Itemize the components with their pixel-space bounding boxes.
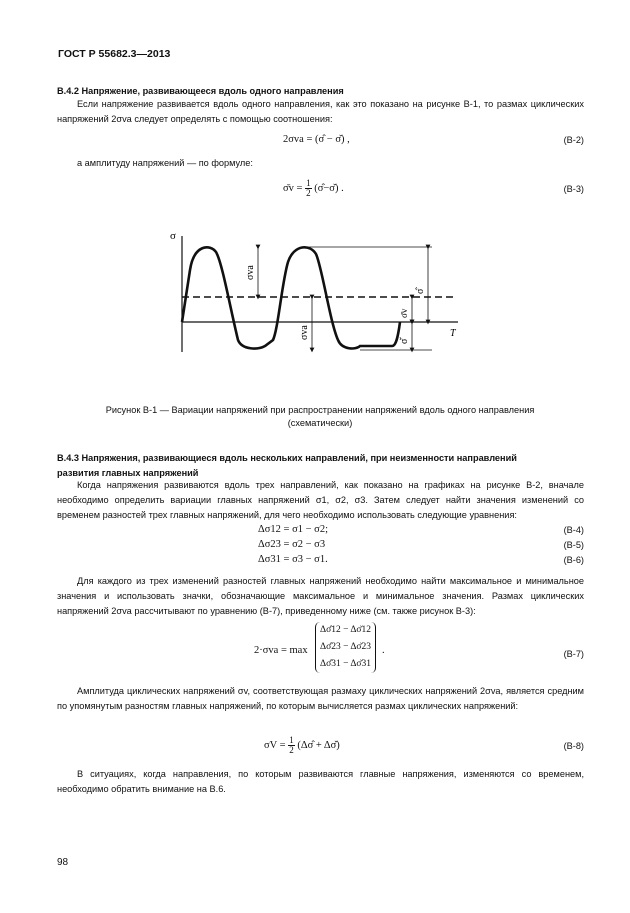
figure-caption (60, 404, 580, 430)
sigma-va-lower-label: σva (299, 325, 310, 340)
equation-b7-row-1: Δσ̂12 − Δσ̆12 (320, 625, 372, 635)
sigma-min-label: σ̆ (399, 338, 410, 344)
section-b42-paragraph-1: Если напряжение развивается вдоль одного направления, как это показано на рисунке В-1, то размах циклических напряжений 2σva следует определять с помощью соотношения: (57, 99, 584, 124)
stress-curve (182, 247, 400, 348)
section-b43-title (57, 451, 584, 481)
equation-b7-row-2: Δσ̂23 − Δσ̆23 (320, 642, 372, 652)
section-b43-paragraph-2: Для каждого из трех изменений разностей главных напряжений необходимо найти максимальное и минимальное значения и использовать значки, обозначающие максимальное и минимальное значения. Размах циклических напряжений 2σva рассчитывают по уравнению (В-7), приведенному ниже (см. также рисунок В-3): (57, 576, 584, 616)
equation-b6: Δσ31 = σ3 − σ1. (258, 554, 328, 565)
section-b43-title-line-2: развития главных напряжений (57, 468, 199, 478)
section-b43-paragraph-3: Амплитуда циклических напряжений σv, соответствующая размаху циклических напряжений 2σva, является средним по упомянутым разностям главных напряжений, по которым вычисляется размах циклических напряжений: (57, 686, 584, 711)
equation-b8 (264, 736, 340, 755)
equation-b5: Δσ23 = σ2 − σ3 (258, 539, 326, 550)
sigma-max-label: σ̂ (415, 288, 426, 294)
section-b43-paragraph-4: В ситуациях, когда направления, по которым развиваются главные напряжения, изменяются со временем, необходимо обратить внимание на В.6. (57, 769, 584, 794)
equation-b8-left: σV = (264, 739, 286, 751)
equation-b3 (283, 179, 344, 198)
equation-b5-number: (В-5) (563, 540, 584, 550)
equation-b8-number: (В-8) (563, 741, 584, 751)
fraction-one-half: $\frac{1}{2}$ (306, 178, 311, 198)
sigma-va-upper-label: σva (245, 265, 256, 280)
equation-b4: Δσ12 = σ1 − σ2; (258, 524, 328, 535)
equation-b3-left: σ̄v = (283, 182, 303, 194)
equation-b7-row-3: Δσ̂31 − Δσ̆31 (320, 659, 372, 669)
equation-b7-left: 2·σva = max (254, 645, 308, 656)
equation-b8-right: (Δσ̂ + Δσ̆) (297, 739, 340, 751)
section-b43-paragraph-1: Когда напряжения развиваются вдоль трех направлений, как показано на графиках на рисунке В-2, вначале необходимо определить вариации главных напряжений σ1, σ2, σ3. Затем следует найти значения изменений со временем разностей трех главных напряжений, для чего необходимо использовать следующие уравнения: (57, 480, 584, 520)
x-axis-label: T (450, 328, 456, 339)
figure-caption-line-2: (схематически) (287, 418, 353, 428)
document-header: ГОСТ Р 55682.3—2013 (58, 48, 171, 60)
equation-b2-number: (В-2) (563, 135, 584, 145)
page-number: 98 (57, 857, 69, 868)
fraction-one-half-b8: $\frac{1}{2}$ (289, 735, 294, 755)
figure-caption-line-1: Рисунок В-1 — Вариации напряжений при распространении напряжений вдоль одного направления (105, 405, 535, 415)
equation-b6-number: (В-6) (563, 555, 584, 565)
equation-b7-matrix (315, 622, 376, 673)
stress-variation-figure (160, 222, 470, 372)
section-b43-title-line-1: В.4.3 Напряжения, развивающиеся вдоль нескольких направлений, при неизменности направлений (57, 453, 517, 463)
equation-b7-end: . (382, 645, 385, 656)
equation-b4-number: (В-4) (563, 525, 584, 535)
equation-b3-right: (σ̂−σ̆) . (314, 182, 344, 194)
equation-b2: 2σva = (σ̂ − σ̆) , (283, 134, 350, 145)
section-b42-paragraph-2: а амплитуду напряжений — по формуле: (77, 158, 253, 168)
section-b42-title: В.4.2 Напряжение, развивающееся вдоль одного направления (57, 86, 344, 96)
equation-b7-number: (В-7) (563, 649, 584, 659)
y-axis-label: σ (170, 230, 176, 242)
sigma-mean-label: σ̄v (399, 308, 409, 318)
equation-b3-number: (В-3) (563, 184, 584, 194)
